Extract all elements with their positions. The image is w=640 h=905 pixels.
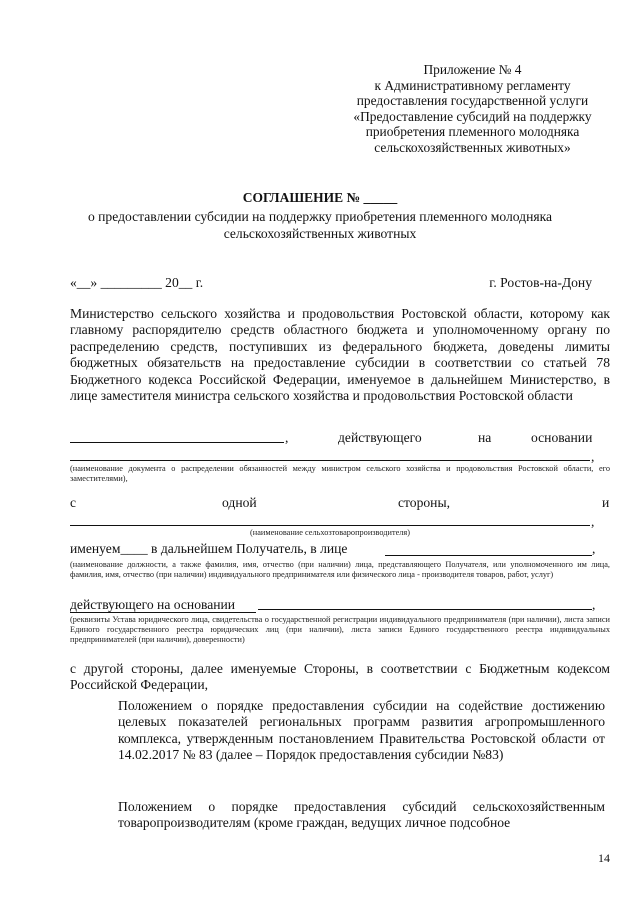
agreement-subtitle: сельскохозяйственных животных bbox=[223, 226, 417, 241]
deputy-name-blank bbox=[70, 442, 284, 443]
acting-word: действующего bbox=[338, 430, 422, 445]
basis-blank bbox=[258, 609, 592, 610]
intro-text: Министерство сельского хозяйства и продовольствия Ростовской области, которому как главному распорядителю средств областного бюджета и уполномоченному органу по распределению средств, поступивших из федерального бюджета, доведены лимиты бюджетных обязательств на предоставление субсидии в соответствии со статьей 78 Бюджетного кодекса Российской Федерации, именуемое в дальнейшем Министерство, в лице заместителя министра сельского хозяйства и продовольствия Ростовской области bbox=[70, 306, 610, 404]
note-basis: (реквизиты Устава юридического лица, свидетельства о государственной регистрации индивидуального предпринимателя (при наличии), листа записи Единого государственного реестра юридических лиц (при наличии), листа записи Единого государственного реестра индивидуальных предпринимателей (при наличии), доверенности) bbox=[70, 615, 610, 645]
bullet-item: Положением о порядке предоставления субсидий сельскохозяйственным товаропроизводителям (кроме граждан, ведущих личное подсобное bbox=[118, 799, 605, 831]
agreement-subtitle: о предоставлении субсидии на поддержку приобретения племенного молодняка bbox=[87, 209, 553, 224]
producer-blank bbox=[70, 525, 590, 526]
acting-word: основании bbox=[531, 430, 593, 445]
recipient-text: именуем____ в дальнейшем Получатель, в лице bbox=[70, 541, 348, 556]
date-city-line bbox=[70, 275, 592, 291]
agreement-title: СОГЛАШЕНИЕ № _____ bbox=[242, 190, 398, 205]
agreement-date: «__» _________ 20__ г. bbox=[70, 275, 204, 290]
note-recipient: (наименование должности, а также фамилия, имя, отчество (при наличии) лица, представляющего Получателя, или уполномоченного им лица, фамилия, имя, отчество (при наличии) индивидуального предпринимателя или физического лица - производителя товаров, работ, услуг) bbox=[70, 560, 610, 580]
recipient-name-blank bbox=[385, 555, 592, 556]
document-page: Приложение № 4 к Административному регламенту предоставления государственной услуги «Предоставление субсидий на поддержку приобретения племенного молодняка сельскохозяйственных животных» СОГЛАШЕНИЕ № _____ о предоставлении субсидии на поддержку приобретения племенного молодняка сельскохозяйственных животных «__» _________ 20__ г. г. Ростов-на-Дону Министерство сельского хозяйства и продовольствия Ростовской области, которому как главному распорядителю средств областного бюджета и уполномоченному органу по распределению средств, поступивших из федерального бюджета, доведены лимиты бюджетных обязательств на предоставление субсидии в соответствии со статьей 78 Бюджетного кодекса Российской Федерации, именуемое в дальнейшем Министерство, в лице заместителя министра сельского хозяйства и продовольствия Ростовской области , действующего на основании , (наименование документа о распределении обязанностей между министром сельского хозяйства и продовольствия Ростовской области, его заместителями), с одной стороны, и , (наименование сельхозтоваропроизводителя) именуем____ в дальнейшем Получатель, в лице , (наименование должности, а также фамилия, имя, отчество (при наличии) лица, представляющего Получателя, или уполномоченного им лица, фамилия, имя, отчество (при наличии) индивидуального предпринимателя или физического лица - производителя товаров, работ, услуг) действующего на основании , (реквизиты Устава юридического лица, свидетельства о государственной регистрации индивидуального предпринимателя (при наличии), листа записи Единого государственного реестра юридических лиц (при наличии), листа записи Единого государственного реестра индивидуальных предпринимателей (при наличии), доверенности) с другой стороны, далее именуемые Стороны, в соответствии с Бюджетным кодексом Российской Федерации, Положением о порядке предоставления субсидии на содействие достижению целевых показателей региональных программ развития агропромышленного комплекса, утвержденным постановлением Правительства Ростовской области от 14.02.2017 № 83 (далее – Порядок предоставления субсидии №83) Положением о порядке предоставления субсидий сельскохозяйственным товаропроизводителям (кроме граждан, ведущих личное подсобное 14 bbox=[0, 0, 640, 905]
appendix-header bbox=[330, 62, 615, 156]
intro-paragraph bbox=[70, 306, 610, 404]
agreement-city: г. Ростов-на-Дону bbox=[489, 275, 592, 290]
note-producer: (наименование сельхозтоваропроизводителя) bbox=[250, 528, 410, 537]
bullet-item: Положением о порядке предоставления субсидии на содействие достижению целевых показателей региональных программ развития агропромышленного комплекса, утвержденным постановлением Правительства Ростовской области от 14.02.2017 № 83 (далее – Порядок предоставления субсидии №83) bbox=[118, 698, 605, 763]
appendix-line: «Предоставление субсидий на поддержку bbox=[353, 108, 592, 124]
appendix-line: к Административному регламенту bbox=[374, 77, 571, 93]
appendix-line: сельскохозяйственных животных» bbox=[374, 139, 571, 155]
acting-word: на bbox=[478, 430, 492, 445]
page-number: 14 bbox=[598, 851, 610, 865]
document-blank bbox=[70, 460, 590, 461]
appendix-line: предоставления государственной услуги bbox=[356, 93, 589, 109]
appendix-line: Приложение № 4 bbox=[423, 62, 522, 77]
basis-text: действующего на основании bbox=[70, 597, 236, 612]
other-side-paragraph bbox=[70, 661, 610, 694]
appendix-line: приобретения племенного молодняка bbox=[365, 124, 580, 140]
other-side-text: с другой стороны, далее именуемые Стороны, в соответствии с Бюджетным кодексом Российской Федерации, bbox=[70, 661, 610, 693]
note-document: (наименование документа о распределении обязанностей между министром сельского хозяйства и продовольствия Ростовской области, его заместителями), bbox=[70, 464, 610, 484]
